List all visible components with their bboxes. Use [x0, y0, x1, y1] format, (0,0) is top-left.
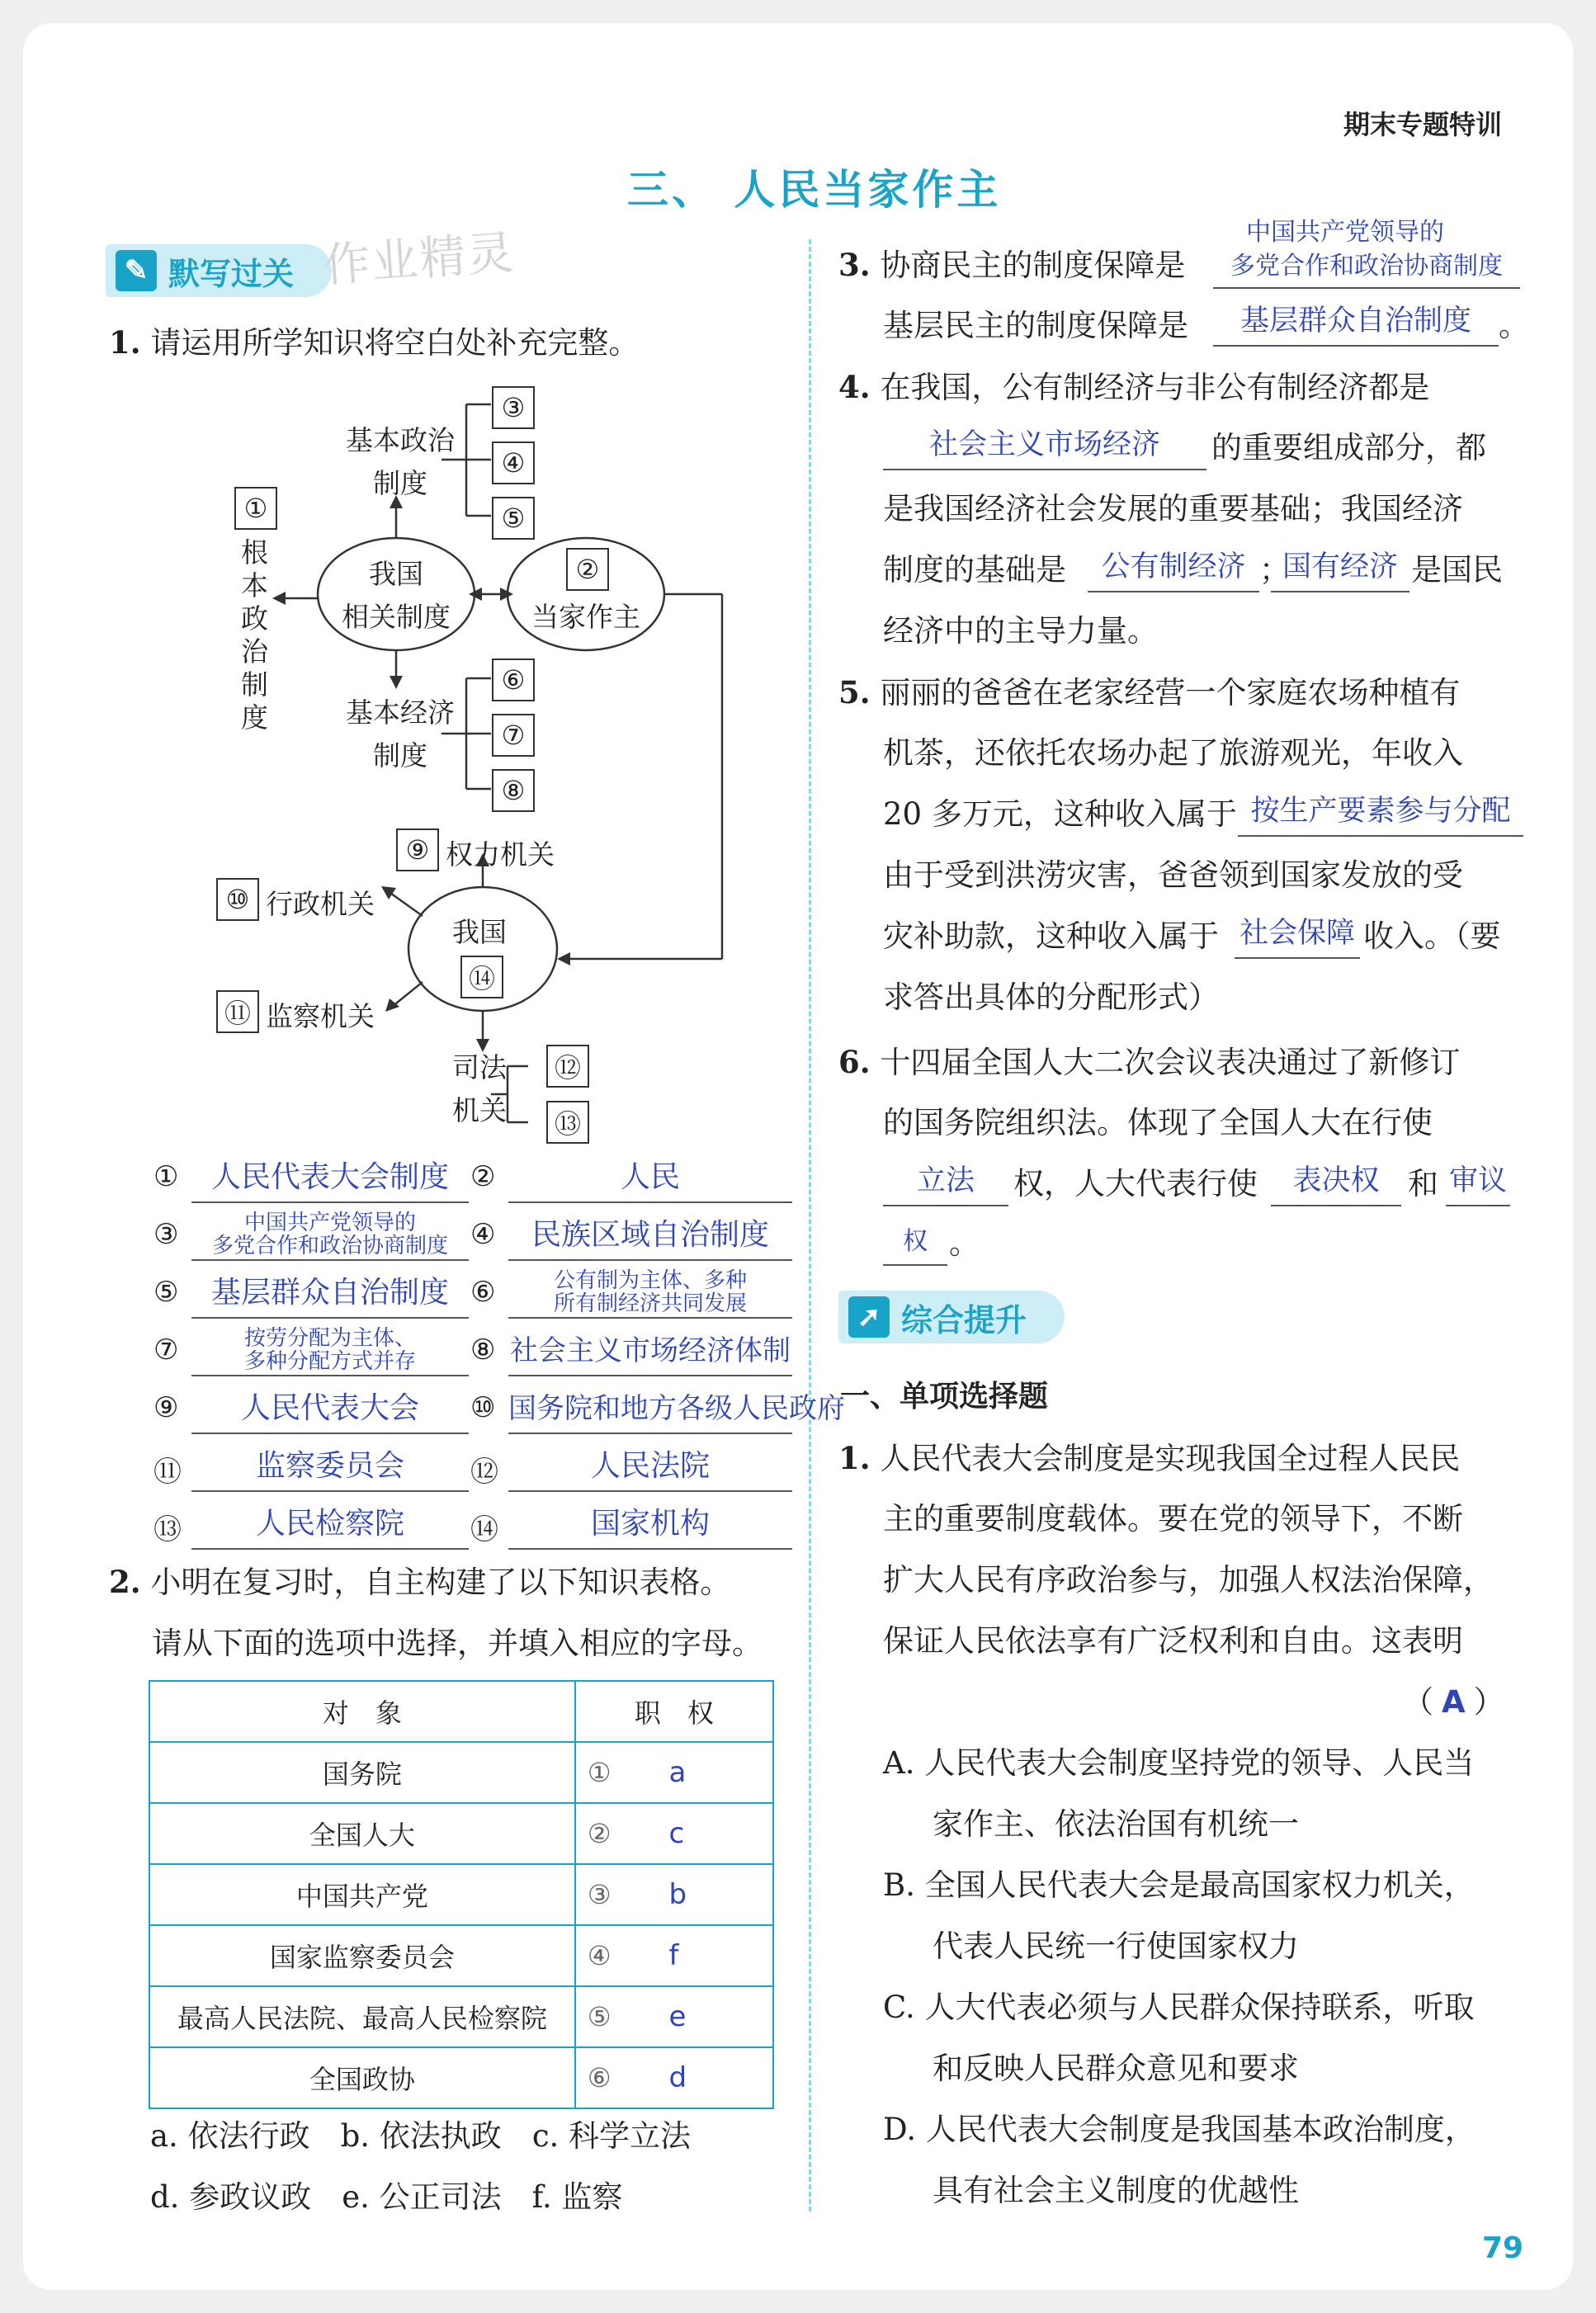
q4-line4-head: 制度的基础是 — [883, 552, 1066, 588]
answer-blank-13: 人民检察院 — [191, 1500, 469, 1550]
q4-line3: 是我国经济社会发展的重要基础；我国经济 — [883, 491, 1463, 526]
q5-line5-tail: 收入。（要 — [1363, 918, 1501, 954]
q3-line2: 基层民主的制度保障是 — [883, 308, 1188, 343]
table-header-object: 对 象 — [149, 1681, 575, 1742]
answer-blank-4: 民族区域自治制度 — [508, 1211, 792, 1261]
q5-answer-2: 社会保障 — [1235, 909, 1360, 959]
q3-period: 。 — [1499, 308, 1529, 343]
q4-line5: 经济中的主导力量。 — [883, 613, 1158, 649]
answer-num-12: ⑫ — [470, 1456, 498, 1489]
q4-answer-1: 社会主义市场经济 — [883, 421, 1206, 470]
diagram-box-7: ⑦ — [492, 714, 535, 757]
diagram-box-1: ① — [234, 487, 277, 530]
diagram-basic-economic-label: 基本经济制度 — [346, 696, 455, 772]
q3-answer-2: 基层群众自治制度 — [1213, 297, 1499, 347]
mc1-line1: 1. 人民代表大会制度是实现我国全过程人民民 — [838, 1440, 1461, 1476]
table-cell-object: 最高人民法院、最高人民检察院 — [149, 1986, 575, 2047]
answer-blank-5: 基层群众自治制度 — [191, 1269, 469, 1319]
q5-line1: 5. 丽丽的爸爸在老家经营一个家庭农场种植有 — [838, 674, 1461, 710]
answer-num-7: ⑦ — [153, 1334, 179, 1367]
page-title: 三、 人民当家作主 — [627, 166, 1002, 214]
diagram-box-8: ⑧ — [492, 769, 535, 812]
answer-blank-12: 人民法院 — [508, 1442, 792, 1492]
answer-blank-8: 社会主义市场经济体制 — [508, 1327, 792, 1376]
q6-answer-1: 立法 — [883, 1157, 1008, 1206]
mc1-option-b-cont: 代表人民统一行使国家权力 — [933, 1928, 1299, 1964]
diagram-supervision-organ: 监察机关 — [266, 1000, 375, 1032]
q1-text: 1. 请运用所学知识将空白处补充完整。 — [109, 324, 640, 361]
table-row — [149, 1803, 773, 1864]
diagram-power-organ: 权力机关 — [446, 838, 555, 871]
q4-answer-3: 国有经济 — [1271, 543, 1409, 592]
answer-blank-11: 监察委员会 — [191, 1442, 469, 1492]
mc1-line3: 扩大人民有序政治参与，加强人权法治保障， — [883, 1562, 1494, 1598]
q2-text: 2. 小明在复习时，自主构建了以下知识表格。 请从下面的选项中选择，并填入相应的字母。 — [109, 1564, 763, 1661]
diagram-box-2: ② — [566, 548, 609, 591]
table-cell-power: ③ b — [575, 1864, 773, 1925]
answer-blank-7: 按劳分配为主体、 多种分配方式并存 — [191, 1327, 469, 1376]
section-single-choice: 一、单项选择题 — [840, 1380, 1049, 1414]
table-row — [149, 2047, 773, 2108]
table-row — [149, 1986, 773, 2047]
answer-num-9: ⑨ — [153, 1391, 179, 1424]
rocket-icon: ➚ — [848, 1296, 890, 1338]
diagram-box-6: ⑥ — [492, 658, 535, 701]
answer-blank-1: 人民代表大会制度 — [191, 1154, 469, 1203]
answer-blank-3: 中国共产党领导的 多党合作和政治协商制度 — [191, 1211, 469, 1261]
table-row — [149, 1742, 773, 1803]
mc1-line2: 主的重要制度载体。要在党的领导下，不断 — [883, 1501, 1463, 1536]
diagram-box-10: ⑩ — [216, 878, 259, 921]
diagram-judicial-label: 司法 机关 — [452, 1051, 507, 1126]
answer-num-11: ⑪ — [153, 1456, 182, 1489]
answer-blank-6: 公有制为主体、多种 所有制经济共同发展 — [508, 1269, 792, 1319]
diagram-box-13: ⑬ — [546, 1101, 589, 1144]
mc1-line4: 保证人民依法享有广泛权利和自由。这表明 — [883, 1623, 1463, 1659]
diagram-box-14: ⑭ — [460, 956, 503, 998]
column-divider — [809, 239, 811, 2212]
mc1-option-a: A. 人民代表大会制度坚持党的领导、人民当 — [883, 1745, 1475, 1781]
table-cell-object: 中国共产党 — [149, 1864, 575, 1925]
table-cell-power: ⑥ d — [575, 2047, 773, 2108]
table-cell-power: ⑤ e — [575, 1986, 773, 2047]
answer-blank-9: 人民代表大会 — [191, 1385, 469, 1434]
page-number: 79 — [1482, 2231, 1524, 2265]
answer-blank-10: 国务院和地方各级人民政府 — [508, 1385, 792, 1434]
answer-blank-2: 人民 — [508, 1154, 792, 1203]
table-row — [149, 1864, 773, 1925]
q5-line6: 求答出具体的分配形式） — [883, 979, 1219, 1015]
answer-num-6: ⑥ — [470, 1276, 496, 1309]
q5-line4: 由于受到洪涝灾害，爸爸领到国家发放的受 — [883, 857, 1463, 893]
mx-section-label: 默写过关 — [168, 255, 295, 292]
q3-answer-1: 多党合作和政治协商制度 — [1213, 246, 1520, 289]
watermark: 作业精灵 — [322, 225, 517, 294]
pencil-icon: ✎ — [116, 250, 157, 291]
answer-num-3: ③ — [153, 1218, 179, 1251]
q6-and: 和 — [1408, 1166, 1438, 1201]
zh-section-tag — [838, 1291, 1065, 1343]
mc1-option-d: D. 人民代表大会制度是我国基本政治制度， — [883, 2112, 1476, 2147]
mc1-option-b: B. 全国人民代表大会是最高国家权力机关， — [883, 1867, 1475, 1903]
mc1-option-c: C. 人大代表必须与人民群众保持联系，听取 — [883, 1990, 1475, 2025]
diagram-fundamental-political-label: 根本政治制度 — [241, 536, 268, 734]
mc1-option-d-cont: 具有社会主义制度的优越性 — [933, 2173, 1299, 2208]
q4-line2-tail: 的重要组成部分，都 — [1211, 430, 1486, 465]
answer-num-4: ④ — [470, 1218, 496, 1251]
diagram-box-5: ⑤ — [492, 497, 535, 540]
q4-line1: 4. 在我国，公有制经济与非公有制经济都是 — [838, 369, 1430, 405]
knowledge-table — [149, 1680, 774, 2109]
q4-answer-2: 公有制经济 — [1088, 543, 1259, 592]
q3-answer-top: 中国共产党领导的 — [1246, 218, 1444, 247]
section-header: 期末专题特训 — [1343, 109, 1503, 140]
q4-line4-tail: 是国民 — [1411, 552, 1503, 588]
table-cell-power: ① a — [575, 1742, 773, 1803]
q6-period: 。 — [949, 1225, 980, 1261]
diagram-our-country-2: 我国 — [452, 916, 507, 948]
table-header-power: 职 权 — [575, 1681, 773, 1742]
diagram-box-11: ⑪ — [216, 990, 259, 1033]
q6-answer-4: 权 — [883, 1220, 947, 1266]
q5-line3-head: 20 多万元，这种收入属于 — [883, 796, 1237, 832]
diagram-box-12: ⑫ — [546, 1045, 589, 1088]
answer-num-1: ① — [153, 1160, 179, 1193]
diagram-basic-political-label: 基本政治制度 — [346, 424, 455, 499]
q6-line1: 6. 十四届全国人大二次会议表决通过了新修订 — [838, 1044, 1461, 1080]
q5-answer-1: 按生产要素参与分配 — [1238, 787, 1523, 837]
diagram-masters-label: 当家作主 — [531, 601, 640, 633]
q6-answer-2: 表决权 — [1271, 1157, 1401, 1206]
table-row — [149, 1925, 773, 1986]
diagram-box-9: ⑨ — [396, 828, 439, 871]
diagram-box-4: ④ — [492, 441, 535, 484]
diagram-box-3: ③ — [492, 386, 535, 429]
answer-num-8: ⑧ — [470, 1334, 496, 1367]
q4-semicolon: ； — [1259, 552, 1290, 588]
table-cell-object: 全国人大 — [149, 1803, 575, 1864]
q6-answer-3: 审议 — [1446, 1157, 1510, 1206]
mc1-option-a-cont: 家作主、依法治国有机统一 — [933, 1806, 1299, 1842]
zh-section-label: 综合提升 — [901, 1301, 1027, 1338]
table-cell-power: ② c — [575, 1803, 773, 1864]
q5-line5-head: 灾补助款，这种收入属于 — [883, 918, 1219, 954]
table-cell-object: 国务院 — [149, 1742, 575, 1803]
table-cell-power: ④ f — [575, 1925, 773, 1986]
table-cell-object: 国家监察委员会 — [149, 1925, 575, 1986]
answer-num-2: ② — [470, 1160, 496, 1193]
diagram-our-country-systems: 我国 相关制度 — [342, 558, 451, 633]
mc1-option-c-cont: 和反映人民群众意见和要求 — [933, 2051, 1299, 2086]
answer-num-5: ⑤ — [153, 1276, 179, 1309]
diagram-admin-organ: 行政机关 — [266, 888, 375, 920]
table-cell-object: 全国政协 — [149, 2047, 575, 2108]
q3-line1: 3. 协商民主的制度保障是 — [838, 247, 1186, 283]
answer-blank-14: 国家机构 — [508, 1500, 792, 1550]
q5-line2: 机茶，还依托农场办起了旅游观光，年收入 — [883, 735, 1463, 771]
q6-line2: 的国务院组织法。体现了全国人大在行使 — [883, 1105, 1433, 1140]
q6-line3-mid: 权，人大代表行使 — [1013, 1166, 1258, 1201]
mc1-answer-bracket: （ A ） — [1403, 1684, 1504, 1720]
answer-num-13: ⑬ — [153, 1513, 182, 1546]
answer-num-10: ⑩ — [470, 1391, 496, 1424]
answer-num-14: ⑭ — [470, 1513, 498, 1546]
q2-options: a. 依法行政 b. 依法执政 c. 科学立法 d. 参政议政 e. 公正司法 f. 监察 — [150, 2118, 692, 2215]
mx-section-tag — [106, 244, 332, 297]
